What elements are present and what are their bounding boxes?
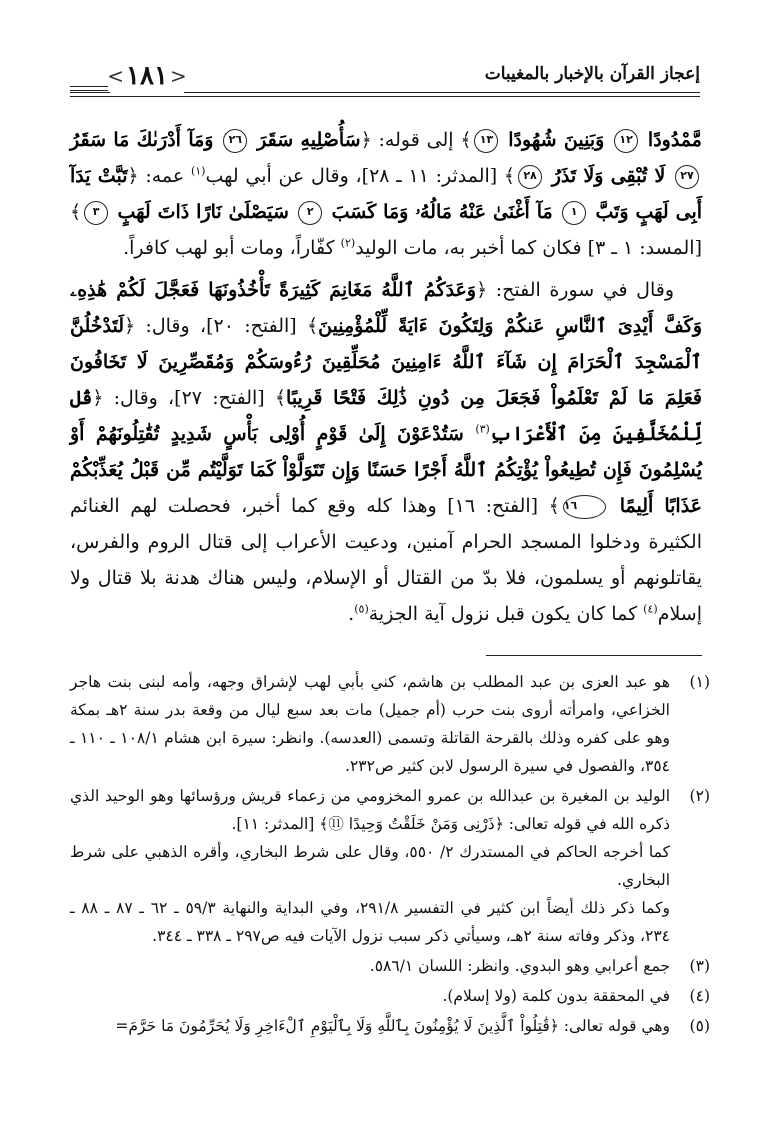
quran-verse: وَمَآ أَدْرَىٰكَ مَا سَقَرُ	[70, 129, 214, 151]
text-run: إلى قوله:	[371, 129, 461, 151]
footnote-3	[70, 952, 710, 980]
text-run: كفّاراً، ومات أبو لهب كافراً.	[123, 237, 341, 259]
footnote-text	[70, 668, 670, 780]
footnote-number: (٤)	[689, 987, 710, 1005]
running-title: إعجاز القرآن بالإخبار بالمغيبات	[484, 64, 700, 84]
text-run: .	[348, 603, 355, 625]
ayah-marker: ٢٧	[675, 165, 699, 189]
footnote-number: (٢)	[689, 787, 710, 805]
quran-verse: سَتُدْعَوْنَ إِلَىٰ قَوْمٍ أُوْلِى بَأْسٍ شَدِيدٍ تُقَٰتِلُونَهُمْ أَوْ يُسْلِمُونَ فَإِن تُطِيعُواْ يُؤْتِكُمُ ٱللَّهُ أَجْرًا حَسَنًا وَإِن تَتَوَلَّوْاْ كَمَا تَوَلَّيْتُم مِّن قَبْلُ يُعَذِّبْكُمْ عَذَابًا أَلِيمًا	[70, 423, 703, 517]
footnote-line: في المحققة بدون كلمة (ولا إسلام).	[442, 987, 670, 1005]
footnote-1	[70, 668, 710, 780]
footnote-line: الوليد بن المغيرة بن عبدالله بن عمرو المخزومي من زعماء قريش ورؤسائها وهو الوحيد الذي ذكره الله في قوله تعالى: ﴿ذَرْنِى وَمَنْ خَلَقْتُ وَحِيدًا ⑪﴾ [المدثر: ١١].	[70, 787, 670, 833]
ayah-marker: ١٢	[614, 129, 638, 153]
footnotes	[70, 668, 710, 1042]
quran-verse: مَّمْدُودًا	[647, 129, 702, 151]
quran-verse: قُل لِّلْمُخَلَّفِينَ مِنَ ٱلْأَعْرَابِ	[70, 387, 702, 445]
ayah-marker: ٢	[298, 201, 322, 225]
footnote-ref-5[interactable]: (٥)	[354, 602, 369, 616]
text-run: [الفتح: ٢٠]، وقال:	[135, 315, 307, 337]
footnote-line: كما أخرجه الحاكم في المستدرك ٢/ ٥٥٠، وقال على شرط البخاري، وأقره الذهبي على شرط البخاري.	[70, 843, 670, 889]
text-run: [المسد: ١ ـ ٣] فكان كما أخبر به، مات الوليد	[355, 237, 702, 259]
text-run: عمه:	[138, 165, 191, 187]
page-number: ١٨١	[126, 61, 168, 91]
quran-verse: لَا تُبْقِى وَلَا تَذَرُ	[551, 165, 666, 187]
footnote-ref-1[interactable]: (١)	[190, 164, 206, 178]
quran-verse: وَعَدَكُمُ ٱللَّهُ مَغَانِمَ كَثِيرَةً تَأْخُذُونَهَا فَعَجَّلَ لَكُمْ هَٰذِهِۦ وَكَفَّ أَيْدِىَ ٱلنَّاسِ عَنكُمْ وَلِتَكُونَ ءَايَةً لِّلْمُؤْمِنِينَ	[70, 279, 702, 337]
footnote-text	[70, 982, 670, 1010]
quran-verse: سَيَصْلَىٰ نَارًا ذَاتَ لَهَبٍ	[117, 201, 289, 223]
text-run: كما كان يكون قبل نزول آية الجزية	[368, 603, 644, 625]
footnote-line: وكما ذكر ذلك أيضاً ابن كثير في التفسير ٢٩١/٨، وفي البداية والنهاية ٥٩/٣ ـ ٦٢ ـ ٨٧ ـ ٨٨ ـ ٢٣٤، وذكر وفاته سنة ٢هـ، وسيأتي ذكر سبب نزول الآيات فيه ص٢٩٧ ـ ٣٣٨ ـ ٣٤٤.	[70, 899, 671, 945]
paragraph-1: مَّمْدُودًا ١٢ وَبَنِينَ شُهُودًا ١٣﴾ إلى قوله: ﴿سَأُصْلِيهِ سَقَرَ ٢٦ وَمَآ أَدْرَىٰكَ مَا سَقَرُ ٢٧ لَا تُبْقِى وَلَا تَذَرُ ٢٨﴾ [المدثر: ١١ ـ ٢٨]، وقال عن أبي لهب$^{(١)}$ عمه: ﴿تَبَّتْ يَدَآ أَبِى لَهَبٍ وَتَبَّ ١ مَآ أَغْنَىٰ عَنْهُ مَالُهُۥ وَمَا كَسَبَ ٢ سَيَصْلَىٰ نَارًا ذَاتَ لَهَبٍ ٣﴾ [المسد: ١ ـ ٣] فكان كما أخبر به، مات الوليد$^{(٢)}$ كفّاراً، ومات أبو لهب كافراً.	[70, 129, 703, 259]
ayah-marker: ١	[562, 201, 586, 225]
badge-cap-left: <	[107, 64, 125, 88]
page-number-dash	[70, 86, 108, 91]
ayah-marker: ٢٨	[518, 165, 542, 189]
quran-verse: وَبَنِينَ شُهُودًا	[508, 129, 605, 151]
ayah-marker: ٢٦	[223, 129, 247, 153]
quran-verse: مَآ أَغْنَىٰ عَنْهُ مَالُهُۥ وَمَا كَسَبَ	[331, 201, 553, 223]
footnote-ref-2[interactable]: (٢)	[340, 236, 356, 250]
footnote-text	[70, 1012, 670, 1040]
footnote-number: (٥)	[689, 1017, 710, 1035]
quran-verse: سَأُصْلِيهِ سَقَرَ	[257, 129, 361, 151]
quran-verse: تَبَّتْ يَدَآ أَبِى لَهَبٍ وَتَبَّ	[70, 165, 703, 223]
text-run: [الفتح: ٢٧]، وقال:	[103, 387, 275, 409]
footnote-number: (٣)	[689, 957, 710, 975]
footnote-2	[70, 782, 710, 950]
quran-verse: لَتَدْخُلُنَّ ٱلْمَسْجِدَ ٱلْحَرَامَ إِن شَآءَ ٱللَّهُ ءَامِنِينَ مُحَلِّقِينَ رُءُوسَكُمْ وَمُقَصِّرِينَ لَا تَخَافُونَ فَعَلِمَ مَا لَمْ تَعْلَمُواْ فَجَعَلَ مِن دُونِ ذَٰلِكَ فَتْحًا قَرِيبًا	[70, 315, 702, 409]
ayah-marker: ٣	[84, 201, 108, 225]
paragraph-2: وقال في سورة الفتح: ﴿وَعَدَكُمُ ٱللَّهُ مَغَانِمَ كَثِيرَةً تَأْخُذُونَهَا فَعَجَّلَ لَكُمْ هَٰذِهِۦ وَكَفَّ أَيْدِىَ ٱلنَّاسِ عَنكُمْ وَلِتَكُونَ ءَايَةً لِّلْمُؤْمِنِينَ﴾ [الفتح: ٢٠]، وقال: ﴿لَتَدْخُلُنَّ ٱلْمَسْجِدَ ٱلْحَرَامَ إِن شَآءَ ٱللَّهُ ءَامِنِينَ مُحَلِّقِينَ رُءُوسَكُمْ وَمُقَصِّرِينَ لَا تَخَافُونَ فَعَلِمَ مَا لَمْ تَعْلَمُواْ فَجَعَلَ مِن دُونِ ذَٰلِكَ فَتْحًا قَرِيبًا﴾ [الفتح: ٢٧]، وقال: ﴿قُل لِّلْمُخَلَّفِينَ مِنَ ٱلْأَعْرَابِ$^{(٣)}$ سَتُدْعَوْنَ إِلَىٰ قَوْمٍ أُوْلِى بَأْسٍ شَدِيدٍ تُقَٰتِلُونَهُمْ أَوْ يُسْلِمُونَ فَإِن تُطِيعُواْ يُؤْتِكُمُ ٱللَّهُ أَجْرًا حَسَنًا وَإِن تَتَوَلَّوْاْ كَمَا تَوَلَّيْتُم مِّن قَبْلُ يُعَذِّبْكُمْ عَذَابًا أَلِيمًا ١٦﴾ [الفتح: ١٦] وهذا كله وقع كما أخبر، فحصلت لهم الغنائم الكثيرة ودخلوا المسجد الحرام آمنين، ودعيت الأعراب إلى قتال الروم والفرس، يقاتلونهم أو يسلمون، فلا بدّ من القتال أو الإسلام، وليس هناك هدنة بلا قتال ولا إسلام$^{(٤)}$ كما كان يكون قبل نزول آية الجزية$^{(٥)}$.	[70, 279, 703, 625]
footnote-line: جمع أعرابي وهو البدوي. وانظر: اللسان ٥٨٦/١.	[369, 957, 670, 975]
footnote-number: (١)	[689, 673, 710, 691]
footnote-4	[70, 982, 710, 1010]
main-text	[70, 122, 702, 638]
page-header	[70, 58, 700, 106]
footnote-text	[70, 782, 670, 950]
footnote-text	[70, 952, 670, 980]
footnote-ref-4[interactable]: (٤)	[643, 602, 658, 616]
footnote-5	[70, 1012, 710, 1040]
footnote-ref-3[interactable]: (٣)	[475, 422, 490, 436]
badge-cap-right: >	[169, 64, 187, 88]
footnote-line: وهي قوله تعالى: ﴿قَٰتِلُواْ ٱلَّذِينَ لَا يُؤْمِنُونَ بِٱللَّهِ وَلَا بِٱلْيَوْمِ ٱلْءَاخِرِ وَلَا يُحَرِّمُونَ مَا حَرَّمَ=	[115, 1017, 670, 1035]
page-number-badge	[107, 58, 187, 94]
ayah-marker: ١٦	[563, 495, 606, 519]
footnote-line: هو عبد العزى بن عبد المطلب بن هاشم، كني بأبي لهب لإشراق وجهه، وأمه لبنى بنت هاجر الخزاعي، وامرأته أروى بنت حرب (أم جميل) مات بعد سبع ليال من وقعة بدر سنة ٢هـ بمكة وهو على كفره وذلك بالقرحة القاتلة وتسمى (العدسه). وانظر: سيرة ابن هشام ١٠٨/١ ـ ١١٠ ـ ٣٥٤، والفصول في سيرة الرسول لابن كثير ص٢٣٢.	[70, 673, 671, 775]
ayah-marker: ١٣	[474, 129, 498, 153]
text-run: [المدثر: ١١ ـ ٢٨]، وقال عن أبي لهب	[205, 165, 504, 187]
text-run: وقال في سورة الفتح:	[487, 279, 674, 301]
text-run: [الفتح: ١٦] وهذا كله وقع كما أخبر، فحصلت لهم الغنائم الكثيرة ودخلوا المسجد الحرام آمنين، ودعيت الأعراب إلى قتال الروم والفرس، يقاتلونهم أو يسلمون، فلا بدّ من القتال أو الإسلام، وليس هناك هدنة بلا قتال ولا إسلام	[70, 495, 702, 625]
footnote-separator	[486, 655, 702, 656]
